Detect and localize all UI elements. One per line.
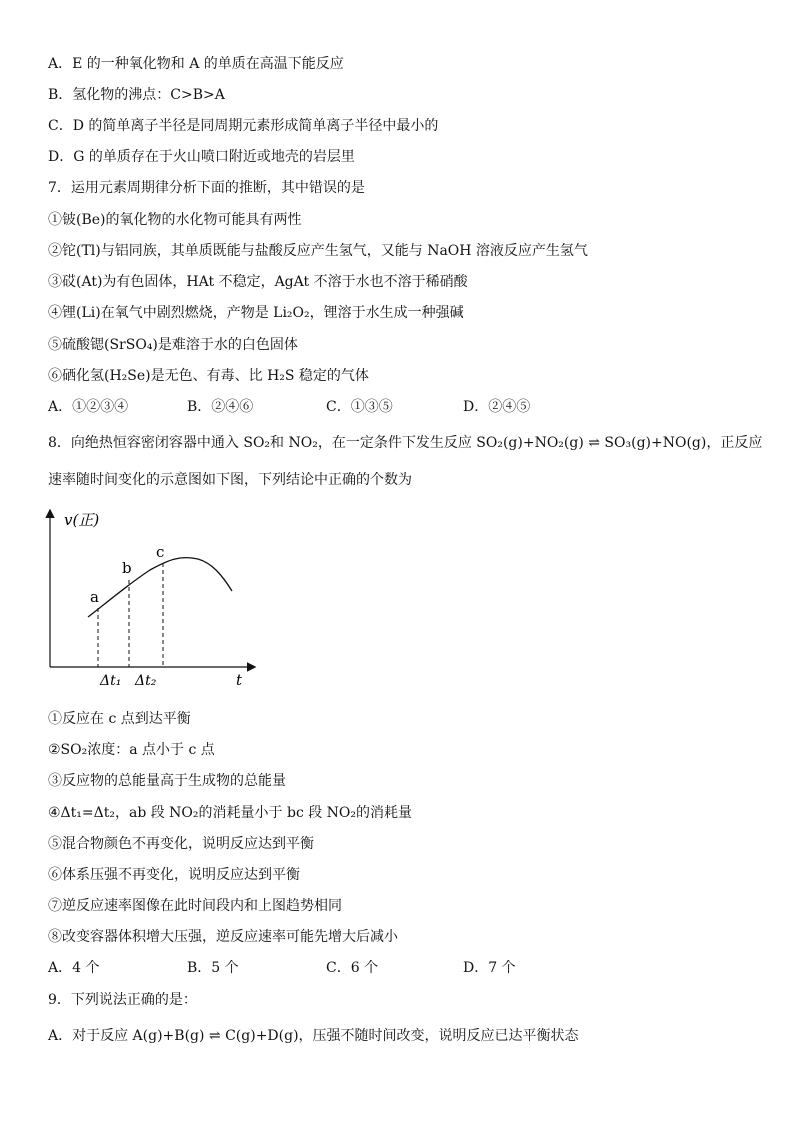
- prev-option-a: A．E 的一种氧化物和 A 的单质在高温下能反应: [48, 56, 344, 72]
- q8-item-2: ②SO₂浓度：a 点小于 c 点: [48, 742, 215, 758]
- q7-item-4: ④锂(Li)在氧气中剧烈燃烧，产物是 Li₂O₂，锂溶于水生成一种强碱: [48, 305, 464, 321]
- tick-dt2: Δt₂: [135, 673, 157, 689]
- prev-option-d: D．G 的单质存在于火山喷口附近或地壳的岩层里: [48, 149, 355, 165]
- q7-item-3: ③砹(At)为有色固体，HAt 不稳定，AgAt 不溶于水也不溶于稀硝酸: [48, 274, 468, 290]
- x-axis-label: t: [236, 671, 243, 689]
- y-axis-label: v(正): [64, 511, 100, 529]
- q8-item-1: ①反应在 c 点到达平衡: [48, 711, 191, 727]
- rate-curve: [88, 558, 232, 617]
- q8-option-a: A．4 个: [48, 960, 100, 976]
- q8-item-5: ⑤混合物颜色不再变化，说明反应达到平衡: [48, 836, 314, 852]
- prev-option-b: B．氢化物的沸点：C>B>A: [48, 87, 225, 103]
- q7-stem: 7．运用元素周期律分析下面的推断，其中错误的是: [48, 180, 365, 196]
- q7-item-2: ②铊(Tl)与铝同族，其单质既能与盐酸反应产生氢气，又能与 NaOH 溶液反应产生氢气: [48, 243, 588, 259]
- q8-item-4: ④Δt₁=Δt₂，ab 段 NO₂的消耗量小于 bc 段 NO₂的消耗量: [48, 805, 413, 821]
- point-a-label: a: [90, 588, 99, 606]
- q9-option-a: A．对于反应 A(g)+B(g) ⇌ C(g)+D(g)，压强不随时间改变，说明反应已达平衡状态: [48, 1028, 579, 1044]
- q8-item-6: ⑥体系压强不再变化，说明反应达到平衡: [48, 867, 300, 883]
- point-b-label: b: [122, 559, 132, 577]
- q7-item-6: ⑥硒化氢(H₂Se)是无色、有毒、比 H₂S 稳定的气体: [48, 368, 369, 384]
- q7-option-a: A．①②③④: [48, 399, 129, 415]
- q8-item-3: ③反应物的总能量高于生成物的总能量: [48, 773, 286, 789]
- q9-stem: 9．下列说法正确的是：: [48, 992, 197, 1008]
- rate-time-graph: [40, 505, 270, 695]
- q8-option-b: B．5 个: [187, 960, 239, 976]
- q8-stem-line2: 速率随时间变化的示意图如下图，下列结论中正确的个数为: [48, 472, 412, 488]
- prev-option-c: C．D 的简单离子半径是同周期元素形成简单离子半径中最小的: [48, 118, 439, 134]
- q8-item-7: ⑦逆反应速率图像在此时间段内和上图趋势相同: [48, 898, 342, 914]
- q7-option-d: D．②④⑤: [463, 399, 531, 415]
- tick-dt1: Δt₁: [100, 673, 122, 689]
- q7-item-5: ⑤硫酸锶(SrSO₄)是难溶于水的白色固体: [48, 337, 298, 353]
- q8-option-c: C．6 个: [326, 960, 379, 976]
- point-c-label: c: [156, 543, 165, 561]
- q8-option-d: D．7 个: [463, 960, 516, 976]
- q8-item-8: ⑧改变容器体积增大压强，逆反应速率可能先增大后减小: [48, 929, 398, 945]
- q7-option-b: B．②④⑥: [187, 399, 254, 415]
- q7-item-1: ①铍(Be)的氧化物的水化物可能具有两性: [48, 212, 302, 228]
- q7-option-c: C．①③⑤: [326, 399, 393, 415]
- q8-stem-line1: 8．向绝热恒容密闭容器中通入 SO₂和 NO₂，在一定条件下发生反应 SO₂(g)+NO₂(g) ⇌ SO₃(g)+NO(g)，正反应: [48, 435, 763, 451]
